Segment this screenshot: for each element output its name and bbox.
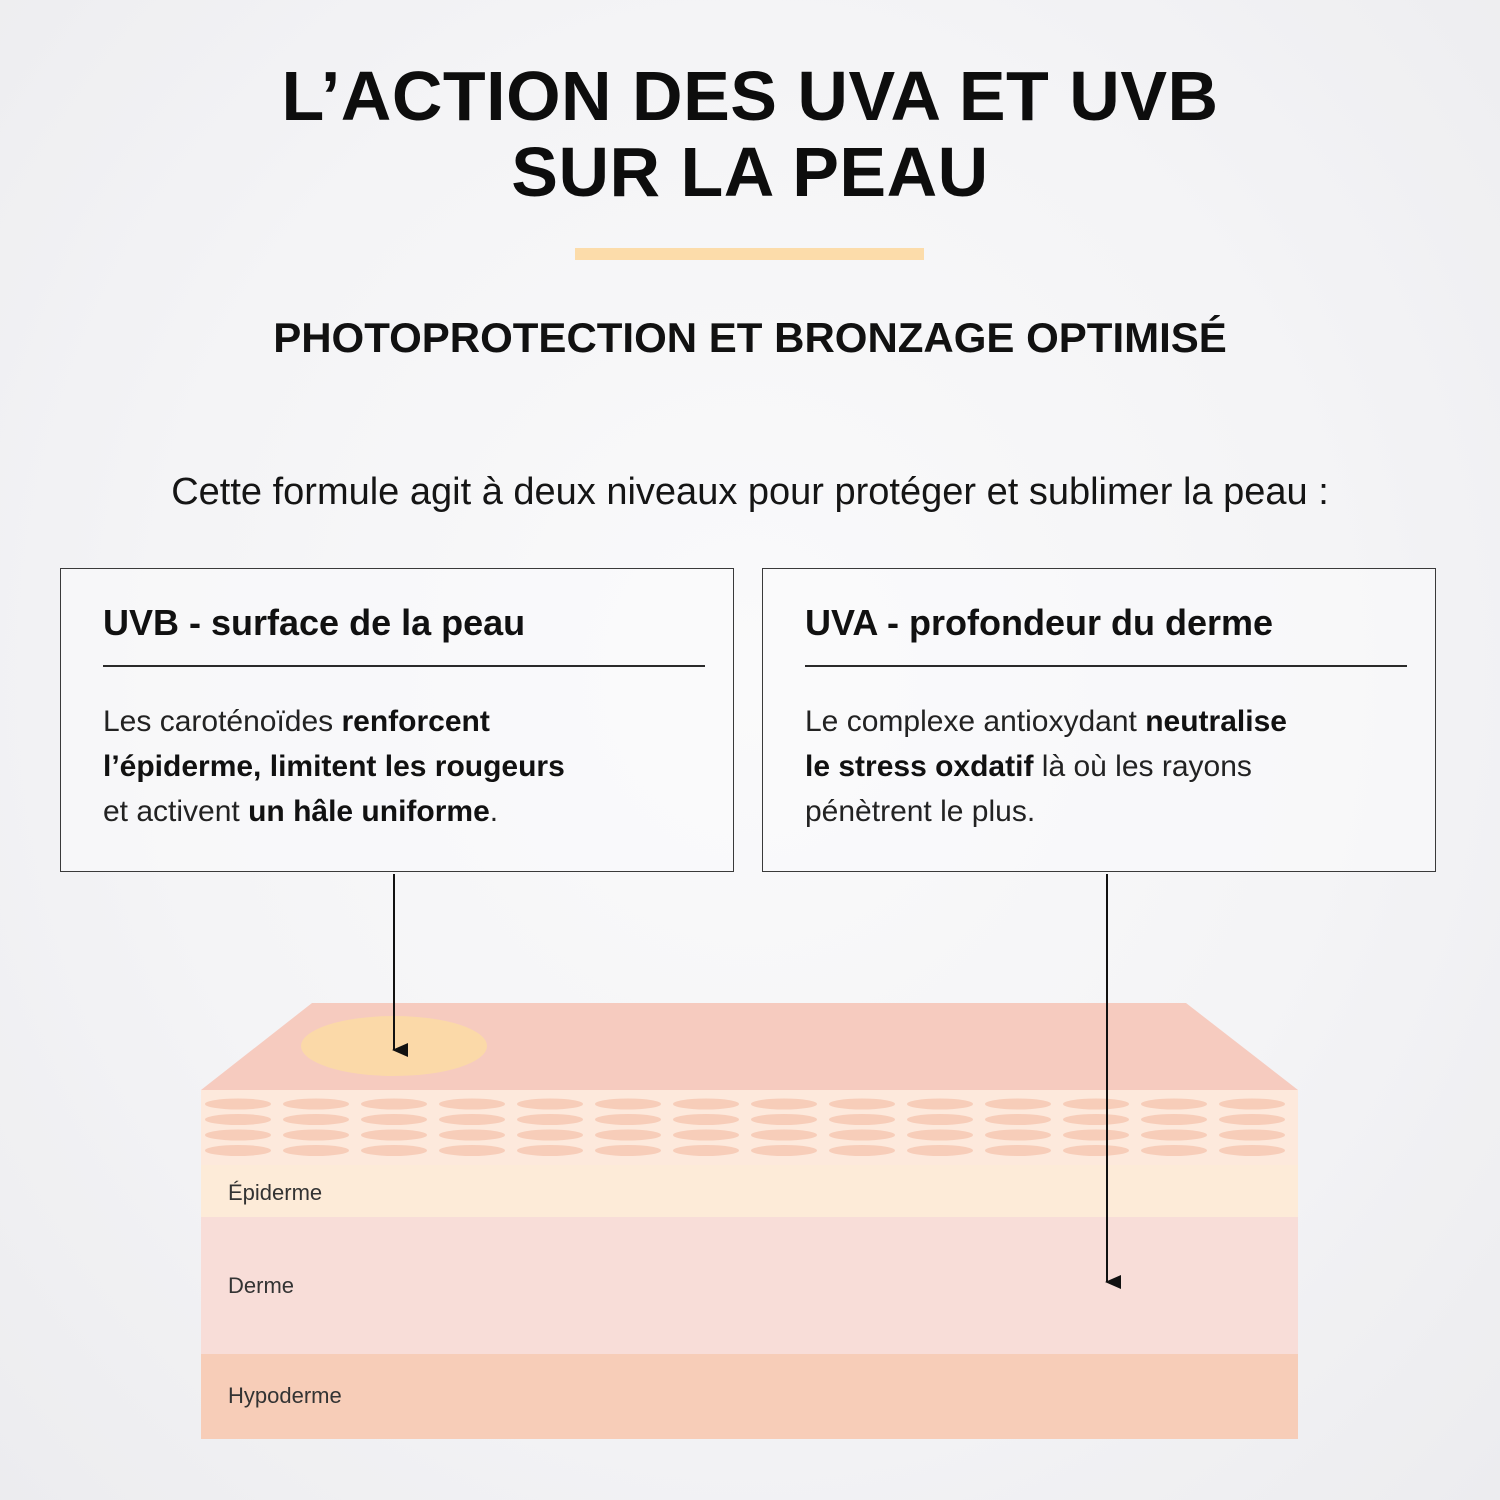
skin-cell	[1141, 1099, 1207, 1110]
body-text: Le complexe antioxydant	[805, 705, 1146, 738]
skin-cell	[751, 1130, 817, 1141]
skin-cell	[829, 1145, 895, 1156]
skin-cell	[985, 1099, 1051, 1110]
skin-cell	[1063, 1130, 1129, 1141]
skin-cell	[283, 1114, 349, 1125]
skin-cell	[283, 1130, 349, 1141]
skin-cell	[595, 1130, 661, 1141]
skin-cell	[985, 1145, 1051, 1156]
skin-cell	[205, 1145, 271, 1156]
emphasis-text: renforcent	[341, 705, 490, 738]
skin-cell	[517, 1114, 583, 1125]
skin-cell	[829, 1114, 895, 1125]
skin-cell	[361, 1130, 427, 1141]
skin-cell	[751, 1145, 817, 1156]
skin-cell	[751, 1114, 817, 1125]
skin-cell	[1063, 1099, 1129, 1110]
skin-cell	[205, 1099, 271, 1110]
skin-cell	[673, 1145, 739, 1156]
skin-cell	[985, 1114, 1051, 1125]
skin-cell	[439, 1114, 505, 1125]
body-text: .	[489, 795, 499, 828]
skin-cell	[1219, 1145, 1285, 1156]
skin-cell	[907, 1145, 973, 1156]
skin-cell	[1063, 1114, 1129, 1125]
skin-cell	[283, 1099, 349, 1110]
skin-cell	[985, 1130, 1051, 1141]
skin-cell	[361, 1114, 427, 1125]
emphasis-text: neutralise	[1145, 705, 1287, 738]
skin-cell	[595, 1099, 661, 1110]
skin-cell	[1219, 1114, 1285, 1125]
skin-cell	[517, 1130, 583, 1141]
epidermis-label: Épiderme	[228, 1180, 323, 1205]
skin-cell	[907, 1114, 973, 1125]
skin-cell	[907, 1130, 973, 1141]
skin-cell	[1141, 1145, 1207, 1156]
skin-cell	[907, 1099, 973, 1110]
skin-cell	[595, 1114, 661, 1125]
skin-cell	[829, 1099, 895, 1110]
uva-card-title: UVA - profondeur du derme	[805, 602, 1273, 643]
emphasis-text: l’épiderme, limitent les rougeurs	[103, 750, 565, 783]
skin-cell	[1141, 1114, 1207, 1125]
uvb-card-title: UVB - surface de la peau	[103, 602, 526, 643]
hypodermis-layer	[201, 1354, 1298, 1439]
skin-cell	[673, 1130, 739, 1141]
skin-cell	[673, 1114, 739, 1125]
skin-cell	[673, 1099, 739, 1110]
skin-cell	[751, 1099, 817, 1110]
hypodermis-label: Hypoderme	[228, 1383, 342, 1408]
skin-cell	[829, 1130, 895, 1141]
skin-cell	[205, 1130, 271, 1141]
body-text: pénètrent le plus.	[805, 795, 1036, 828]
page-title-line-1: L’ACTION DES UVA ET UVB	[281, 57, 1219, 135]
skin-cell	[439, 1099, 505, 1110]
skin-cell	[517, 1145, 583, 1156]
body-text: Les caroténoïdes	[103, 705, 342, 738]
epidermis-layer	[201, 1165, 1298, 1217]
emphasis-text: un hâle uniforme	[248, 795, 490, 828]
skin-cell	[283, 1145, 349, 1156]
skin-cell	[517, 1099, 583, 1110]
skin-cell	[205, 1114, 271, 1125]
skin-cell	[439, 1130, 505, 1141]
body-text: là où les rayons	[1033, 750, 1252, 783]
skin-cell	[1219, 1099, 1285, 1110]
skin-cell	[439, 1145, 505, 1156]
dermis-label: Derme	[228, 1273, 295, 1298]
skin-cell	[595, 1145, 661, 1156]
page-title-line-2: SUR LA PEAU	[511, 133, 989, 211]
subtitle: PHOTOPROTECTION ET BRONZAGE OPTIMISÉ	[273, 314, 1227, 361]
emphasis-text: le stress oxdatif	[805, 750, 1034, 783]
body-text: et activent	[103, 795, 249, 828]
intro-text: Cette formule agit à deux niveaux pour protéger et sublimer la peau :	[171, 471, 1329, 513]
skin-cell	[361, 1099, 427, 1110]
skin-cell	[1063, 1145, 1129, 1156]
dermis-layer	[201, 1217, 1298, 1354]
skin-cell	[361, 1145, 427, 1156]
skin-cell	[1141, 1130, 1207, 1141]
skin-cell	[1219, 1130, 1285, 1141]
